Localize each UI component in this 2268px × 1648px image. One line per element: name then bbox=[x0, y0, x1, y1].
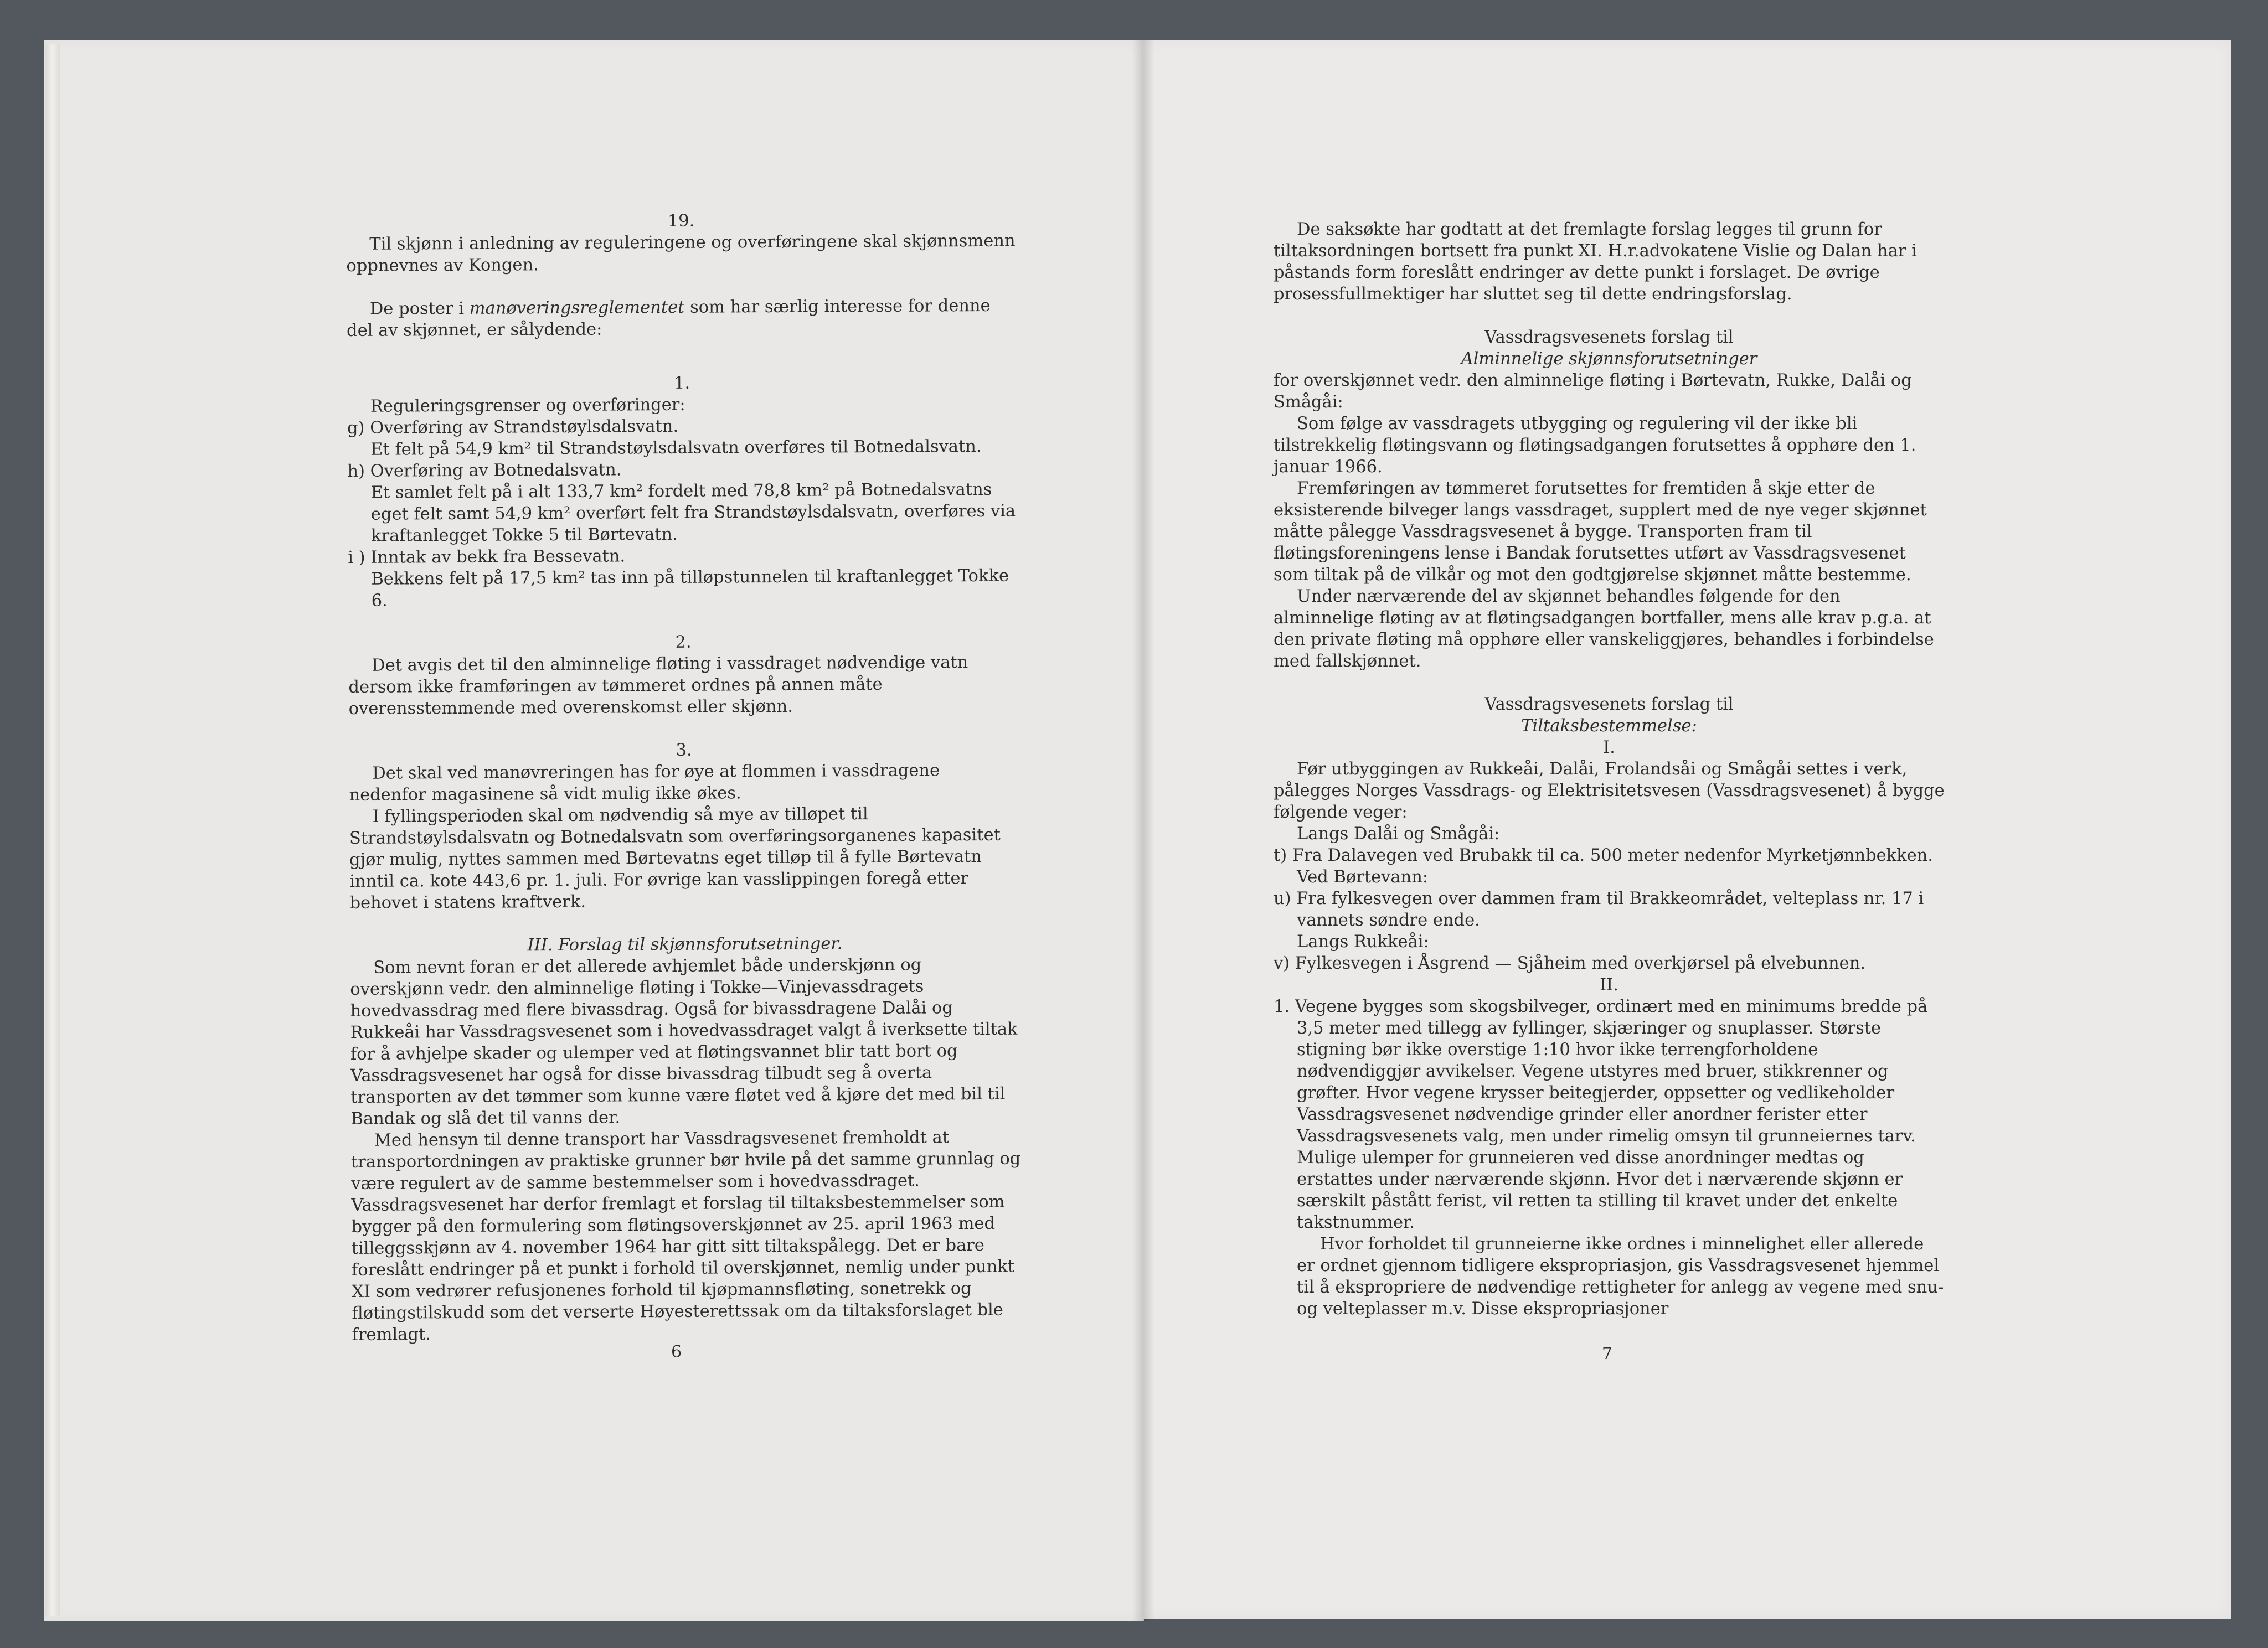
section-3-heading: 3. bbox=[676, 740, 692, 760]
item-h-label: h) Overføring av Botnedalsvatn. bbox=[347, 460, 622, 481]
page-stack-edge bbox=[45, 44, 60, 1616]
road-item-u: u) Fra fylkesvegen over dammen fram til Brakkeområdet, velteplass nr. 17 i vannets søndre ende. bbox=[1274, 889, 1924, 930]
left-text-column bbox=[346, 209, 1022, 1346]
section-19-text: Til skjønn i anledning av reguleringene og overføringene skal skjønnsmenn oppnevnes av Kongen. bbox=[346, 231, 1016, 276]
numbered-item-1-continued: Hvor forholdet til grunneierne ikke ordnes i minnelighet eller allerede er ordnet gjennom tidligere ekspropriasjon, gis Vassdragsvesenet hjemmel til å ekspropriere de nødvendige rettigheter for anlegg av vegene med snu- og velteplasser m.v. Disse ekspropriasjoner bbox=[1297, 1234, 1944, 1319]
numbered-item-1: 1. Vegene bygges som skogsbilveger, ordinært med en minimums bredde på 3,5 meter med tillegg av fyllinger, skjæringer og snuplasser. Største stigning bør ikke overstige 1:10 hvor ikke terrengforholdene nødvendiggjør avvikelser. Vegene utstyres med bruer, stikkrenner og grøfter. Hvor vegene krysser beitegjerder, oppsetter og vedlikeholder Vassdragsvesenet nødvendige grinder eller anordner ferister etter Vassdragsvesenets valg, men under rimelig omsyn til grunneiernes tarv. Mulige ulemper for grunneieren ved disse anordninger medtas og erstattes under nærværende skjønn. Hvor det i nærværende skjønn er særskilt påstått ferist, vil retten ta stilling til kravet under det enkelte takstnummer. bbox=[1274, 997, 1928, 1232]
proposal-1-paragraph-1: Som følge av vassdragets utbygging og regulering vil der ikke bli tilstrekkelig fløtingsvann og fløtingsadgangen forutsettes å opphøre den 1. januar 1966. bbox=[1274, 414, 1916, 477]
road-group-bortevann: Ved Børtevann: bbox=[1297, 867, 1429, 887]
proposal-1-title: Alminnelige skjønnsforutsetninger bbox=[1461, 349, 1757, 369]
roman-I-paragraph: Før utbyggingen av Rukkeåi, Dalåi, Frolandsåi og Smågåi settes i verk, pålegges Norges Vassdrags- og Elektrisitetsvesen (Vassdragsvesenet) å bygge følgende veger: bbox=[1274, 760, 1945, 822]
left-page-number: 6 bbox=[671, 1342, 682, 1362]
section-2-heading: 2. bbox=[675, 632, 692, 652]
intro-italic-term: manøveringsreglementet bbox=[469, 297, 685, 318]
item-h-text: Et samlet felt på i alt 133,7 km² fordelt med 78,8 km² på Botnedalsvatns eget felt samt 54,9 km² overført felt fra Strandstøylsdalsvatn, overføres via kraftanlegget Tokke 5 til Børtevatn. bbox=[370, 479, 1016, 546]
roman-II-heading: II. bbox=[1600, 975, 1618, 995]
road-group-rukkeai: Langs Rukkeåi: bbox=[1297, 932, 1429, 952]
book-gutter bbox=[1132, 40, 1154, 1621]
intro-paragraph: De poster i manøveringsreglementet som har særlig interesse for denne del av skjønnet, er sålydende: bbox=[347, 296, 991, 340]
proposal-2-title: Tiltaksbestemmelse: bbox=[1521, 716, 1697, 736]
section-19-heading: 19. bbox=[667, 211, 695, 231]
section-1-title: Reguleringsgrenser og overføringer: bbox=[370, 395, 685, 416]
proposal-1-heading: Vassdragsvesenets forslag til bbox=[1484, 328, 1734, 347]
road-item-t: t) Fra Dalavegen ved Brubakk til ca. 500 meter nedenfor Myrketjønnbekken. bbox=[1274, 846, 1934, 865]
right-text-column bbox=[1274, 219, 1945, 1320]
proposal-2-heading: Vassdragsvesenets forslag til bbox=[1484, 695, 1734, 714]
section-III-paragraph-2: Med hensyn til denne transport har Vassdragsvesenet fremholdt at transportordningen av praktiske grunner bør hvile på det samme grunnlag og være regulert av de samme bestemmelser som i hovedvassdraget. Vassdragsvesenet har derfor fremlagt et forslag til tiltaksbestemmelser som bygger på den formulering som fløtingsoverskjønnet av 25. april 1963 med tilleggsskjønn av 4. november 1964 har gitt sitt tiltakspålegg. Det er bare foreslått endringer på et punkt i forhold til overskjønnet, nemlig under punkt XI som vedrører refusjonenes forhold til kjøpmannsfløting, sonetrekk og fløtingstilskudd som det verserte Høyesterettssak om da tiltaksforslaget ble fremlagt. bbox=[350, 1128, 1021, 1345]
opening-paragraph: De saksøkte har godtatt at det fremlagte forslag legges til grunn for tiltaksordningen bortsett fra punkt XI. H.r.advokatene Vislie og Dalan har i påstands form foreslått endringer av dette punkt i forslaget. De øvrige prosessfullmektiger har sluttet seg til dette endringsforslag. bbox=[1274, 220, 1917, 304]
section-1-heading: 1. bbox=[673, 373, 690, 393]
right-page-number: 7 bbox=[1602, 1344, 1613, 1363]
roman-I-heading: I. bbox=[1603, 738, 1615, 757]
proposal-1-paragraph-2: Fremføringen av tømmeret forutsettes for fremtiden å skje etter de eksisterende bilveger langs vassdraget, supplert med de nye veger skjønnet måtte pålegge Vassdragsvesenet å bygge. Transporten fram til fløtingsforeningens lense i Bandak forutsettes utført av Vassdragsvesenet som tiltak på de vilkår og mot den godtgjørelse skjønnet måtte bestemme. bbox=[1274, 479, 1927, 585]
proposal-1-paragraph-3: Under nærværende del av skjønnet behandles følgende for den alminnelige fløting av at fløtingsadgangen bortfaller, mens alle krav p.g.a. at den private fløting må opphøre eller vanskeliggjøres, behandles i forbindelse med fallskjønnet. bbox=[1274, 587, 1934, 671]
section-III-heading: III. Forslag til skjønnsforutsetninger. bbox=[527, 934, 843, 955]
section-III-paragraph-1: Som nevnt foran er det allerede avhjemlet både underskjønn og overskjønn vedr. den alminnelige fløting i Tokke—Vinjevassdragets hovedvassdrag med flere bivassdrag. Også for bivassdragene Dalåi og Rukkeåi har Vassdragsvesenet som i hovedvassdraget valgt å iverksette tiltak for å avhjelpe skader og ulemper ved at fløtingsvannet blir tatt bort og Vassdragsvesenet har også for disse bivassdrag tilbudt seg å overta transporten av det tømmer som kunne være fløtet ved å kjøre det med bil til Bandak og slå det til vanns der. bbox=[350, 955, 1018, 1129]
section-3-paragraph-2: I fyllingsperioden skal om nødvendig så mye av tilløpet til Strandstøylsdalsvatn og Botnedalsvatn som overføringsorganenes kapasitet gjør mulig, nyttes sammen med Børtevatns eget tilløp til å fylle Børtevatn inntil ca. kote 443,6 pr. 1. juli. For øvrige kan vasslippingen foregå etter behovet i statens kraftverk. bbox=[349, 804, 1001, 913]
section-3-paragraph-1: Det skal ved manøvreringen has for øye at flommen i vassdragene nedenfor magasinene så vidt mulig ikke økes. bbox=[349, 761, 940, 805]
item-g-text: Et felt på 54,9 km² til Strandstøylsdalsvatn overføres til Botnedalsvatn. bbox=[370, 436, 982, 459]
section-2-text: Det avgis det til den alminnelige fløting i vassdraget nødvendige vatn dersom ikke framføringen av tømmeret ordnes på annen måte overensstemmende med overenskomst eller skjønn. bbox=[348, 653, 968, 719]
proposal-1-scope: for overskjønnet vedr. den alminnelige fløting i Børtevatn, Rukke, Dalåi og Smågåi: bbox=[1274, 371, 1912, 412]
item-g-label: g) Overføring av Strandstøylsdalsvatn. bbox=[347, 416, 679, 438]
item-i-text: Bekkens felt på 17,5 km² tas inn på tilløpstunnelen til kraftanlegget Tokke 6. bbox=[371, 566, 1009, 611]
item-i-label: i ) Inntak av bekk fra Bessevatn. bbox=[348, 546, 626, 567]
road-group-dalai: Langs Dalåi og Smågåi: bbox=[1297, 824, 1500, 844]
road-item-v: v) Fylkesvegen i Åsgrend — Sjåheim med overkjørsel på elvebunnen. bbox=[1274, 954, 1866, 973]
